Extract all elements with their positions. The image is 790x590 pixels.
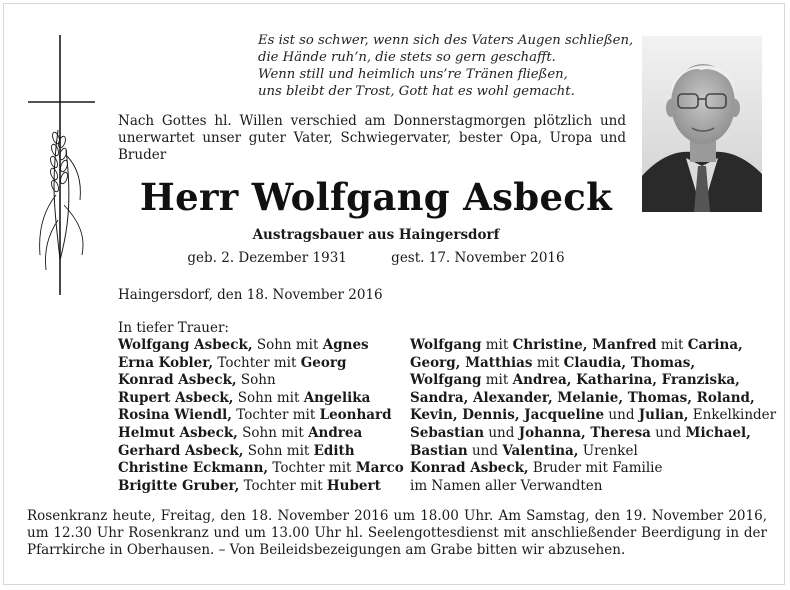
mourner-line: Georg, Matthias mit Claudia, Thomas, <box>410 354 696 371</box>
mourner-line: Christine Eckmann, Tochter mit Marco <box>118 460 404 477</box>
mourner-line: Helmut Asbeck, Sohn mit Andrea <box>118 424 363 441</box>
mourner-line: Kevin, Dennis, Jacqueline und Julian, Enkelkinder <box>410 407 777 424</box>
poem-line: Wenn still und heimlich uns’re Tränen fließen, <box>258 67 568 82</box>
mourner-line: Konrad Asbeck, Sohn <box>118 372 276 389</box>
mourner-line: Wolfgang mit Christine, Manfred mit Carina, <box>410 337 743 353</box>
life-dates <box>116 250 636 266</box>
death-date: gest. 17. November 2016 <box>391 250 565 266</box>
funeral-notice: Rosenkranz heute, Freitag, den 18. November 2016 um 18.00 Uhr. Am Samstag, den 19. November 2016, um 12.30 Uhr Rosenkranz und um 13.00 Uhr hl. Seelengottesdienst mit anschließender Beerdigung in der Pfarrkirche in Oberhausen. – Von Beileidsbezeigungen am Grabe bitten wir abzusehen. <box>27 508 767 558</box>
mourner-line: Gerhard Asbeck, Sohn mit Edith <box>118 442 355 459</box>
cross-with-wheat-icon <box>20 30 120 300</box>
poem-line: uns bleibt der Trost, Gott hat es wohl gemacht. <box>258 84 575 99</box>
poem-line: Es ist so schwer, wenn sich des Vaters Augen schließen, <box>258 33 634 48</box>
place-and-date: Haingersdorf, den 18. November 2016 <box>118 287 383 303</box>
mourners-left-column <box>118 337 403 495</box>
mourning-heading: In tiefer Trauer: <box>118 320 229 336</box>
mourner-line: Rosina Wiendl, Tochter mit Leonhard <box>118 407 392 424</box>
occupation: Austragsbauer aus Haingersdorf <box>252 227 500 243</box>
mourner-line: Sebastian und Johanna, Theresa und Michael, <box>410 424 751 441</box>
mourner-line: Erna Kobler, Tochter mit Georg <box>118 354 347 371</box>
mourners-right-column <box>410 337 777 495</box>
mourner-line: Wolfgang Asbeck, Sohn mit Agnes <box>118 337 369 353</box>
mourner-line: Wolfgang mit Andrea, Katharina, Franziska, <box>410 372 740 389</box>
deceased-name: Herr Wolfgang Asbeck <box>139 175 613 219</box>
mourner-line: Rupert Asbeck, Sohn mit Angelika <box>118 389 371 406</box>
mourner-line: Sandra, Alexander, Melanie, Thomas, Roland, <box>410 389 755 406</box>
mourner-line: Bastian und Valentina, Urenkel <box>410 442 638 459</box>
portrait-image <box>642 36 762 212</box>
portrait-photo <box>642 36 762 212</box>
mourner-line: Konrad Asbeck, Bruder mit Familie <box>410 460 663 477</box>
mourner-line: Brigitte Gruber, Tochter mit Hubert <box>118 477 381 494</box>
intro-text: Nach Gottes hl. Willen verschied am Donnerstagmorgen plötzlich und unerwartet unser guter Vater, Schwiegervater, bester Opa, Uropa und Bruder <box>118 113 626 163</box>
birth-date: geb. 2. Dezember 1931 <box>187 250 347 266</box>
poem <box>258 32 634 100</box>
mourner-line: im Namen aller Verwandten <box>410 477 603 494</box>
poem-line: die Hände ruh’n, die stets so gern geschafft. <box>258 50 556 65</box>
